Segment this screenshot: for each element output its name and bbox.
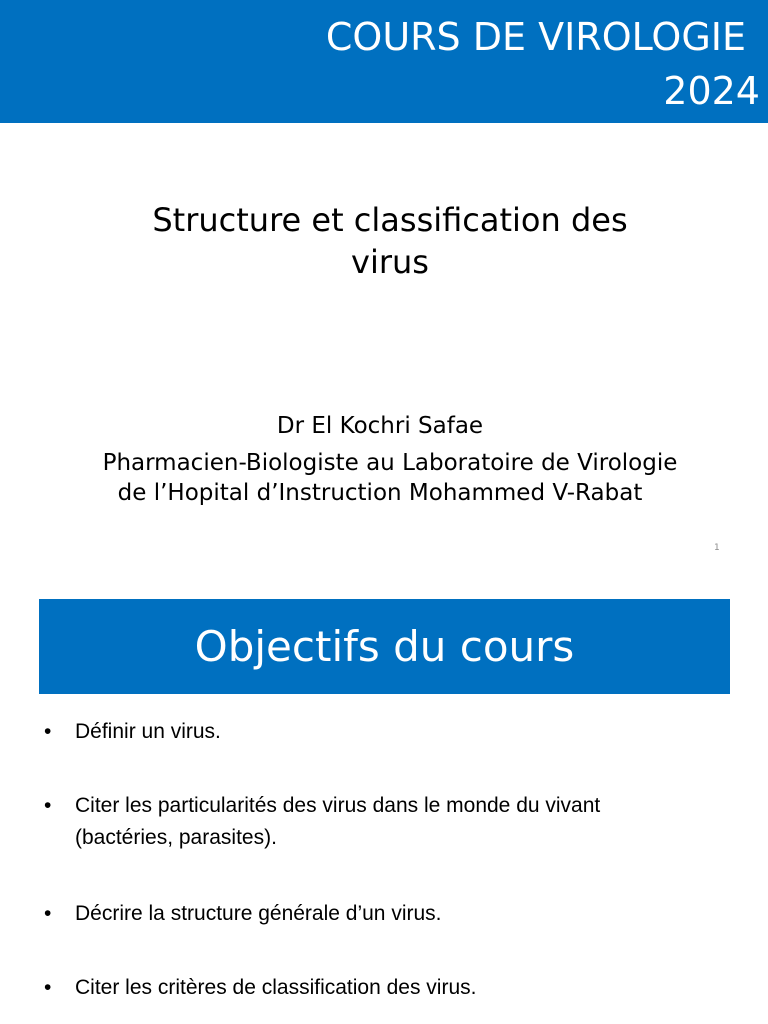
list-item — [44, 790, 744, 854]
objective-text: Citer les critères de classification des virus. — [75, 976, 477, 999]
slide-title-line-2: virus — [351, 243, 429, 281]
objective-text: Citer les particularités des virus dans le monde du vivant — [75, 794, 601, 817]
author-name: Dr El Kochri Safae — [276, 413, 484, 439]
objective-text-continued: (bactéries, parasites). — [75, 826, 277, 849]
page-number: 1 — [714, 543, 720, 553]
author-role-line-2: de l’Hopital d’Instruction Mohammed V-Rabat — [117, 480, 643, 506]
bullet-icon: • — [44, 976, 52, 999]
course-title: COURS DE VIROLOGIE — [325, 15, 746, 59]
section-title: Objectifs du cours — [194, 622, 575, 671]
objective-text: Définir un virus. — [75, 720, 221, 743]
slide-title-line-1: Structure et classification des — [152, 201, 628, 239]
objective-text: Décrire la structure générale d’un virus. — [75, 902, 442, 925]
list-item — [44, 972, 744, 1004]
bullet-icon: • — [44, 794, 52, 817]
list-item — [44, 716, 744, 748]
list-item — [44, 898, 744, 930]
author-role-line-1: Pharmacien-Biologiste au Laboratoire de Virologie — [102, 450, 678, 476]
course-year: 2024 — [663, 69, 760, 113]
bullet-icon: • — [44, 720, 52, 743]
bullet-icon: • — [44, 902, 52, 925]
